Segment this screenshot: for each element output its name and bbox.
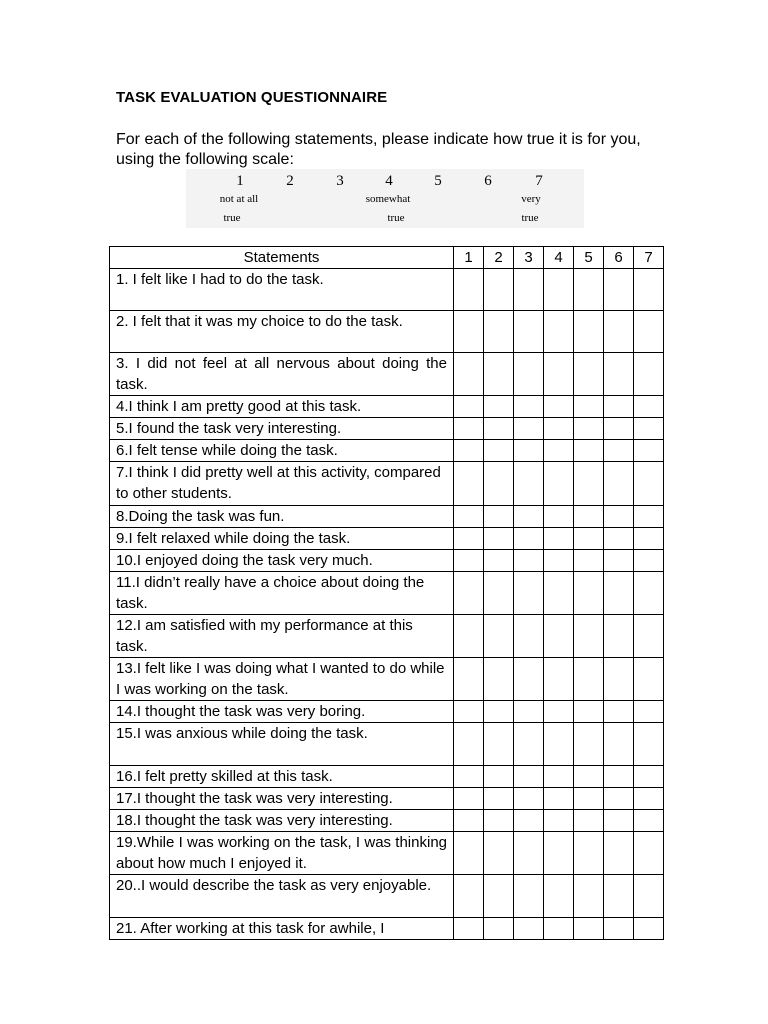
rating-cell-4[interactable] [544,506,574,528]
scale-label-low-line2: true [223,212,241,224]
rating-cell-4[interactable] [544,550,574,572]
rating-cell-6[interactable] [604,658,634,701]
rating-cell-3[interactable] [514,396,544,418]
questionnaire-table [109,246,664,940]
rating-cell-2[interactable] [484,918,514,940]
rating-cell-4[interactable] [544,269,574,311]
rating-cell-6[interactable] [604,418,634,440]
rating-cell-5[interactable] [574,440,604,462]
rating-cell-7[interactable] [634,462,664,506]
scale-number: 4 [385,173,393,189]
table-row [110,396,664,418]
rating-cell-1[interactable] [454,396,484,418]
table-row [110,506,664,528]
table-row [110,269,664,311]
scale-label-mid-line2: true [387,212,405,224]
rating-cell-5[interactable] [574,353,604,396]
rating-cell-2[interactable] [484,766,514,788]
rating-cell-5[interactable] [574,528,604,550]
rating-cell-2[interactable] [484,832,514,875]
rating-cell-2[interactable] [484,615,514,658]
rating-cell-1[interactable] [454,832,484,875]
rating-cell-6[interactable] [604,311,634,353]
rating-cell-3[interactable] [514,572,544,615]
rating-cell-1[interactable] [454,572,484,615]
rating-cell-2[interactable] [484,506,514,528]
rating-cell-5[interactable] [574,572,604,615]
rating-cell-2[interactable] [484,550,514,572]
rating-cell-4[interactable] [544,615,574,658]
rating-cell-4[interactable] [544,875,574,918]
rating-cell-1[interactable] [454,418,484,440]
rating-cell-6[interactable] [604,572,634,615]
rating-cell-5[interactable] [574,311,604,353]
statement-text: 17.I thought the task was very interesting. [110,788,454,810]
table-header-row [110,247,664,269]
rating-cell-3[interactable] [514,658,544,701]
rating-cell-7[interactable] [634,269,664,311]
table-row [110,311,664,353]
rating-cell-7[interactable] [634,440,664,462]
table-row [110,615,664,658]
rating-cell-3[interactable] [514,528,544,550]
scale-label-high-line1: very [521,193,541,205]
rating-cell-1[interactable] [454,528,484,550]
rating-cell-4[interactable] [544,311,574,353]
rating-cell-5[interactable] [574,396,604,418]
column-header-3: 3 [514,247,544,269]
rating-cell-4[interactable] [544,528,574,550]
rating-cell-5[interactable] [574,918,604,940]
rating-cell-5[interactable] [574,418,604,440]
rating-cell-3[interactable] [514,810,544,832]
table-row [110,440,664,462]
rating-cell-2[interactable] [484,418,514,440]
table-row [110,701,664,723]
statement-text: 3. I did not feel at all nervous about doing the task. [110,353,454,396]
scale-number: 6 [484,173,492,189]
rating-cell-5[interactable] [574,701,604,723]
rating-cell-5[interactable] [574,658,604,701]
scale-number: 5 [434,173,442,189]
scale-label-mid-line1: somewhat [365,193,411,205]
rating-cell-7[interactable] [634,875,664,918]
rating-cell-1[interactable] [454,506,484,528]
rating-cell-1[interactable] [454,918,484,940]
table-row [110,766,664,788]
statement-text: 20..I would describe the task as very enjoyable. [110,875,454,918]
statement-text: 11.I didn’t really have a choice about doing the task. [110,572,454,615]
rating-cell-7[interactable] [634,418,664,440]
column-header-4: 4 [544,247,574,269]
rating-cell-7[interactable] [634,572,664,615]
rating-cell-6[interactable] [604,723,634,766]
rating-cell-6[interactable] [604,396,634,418]
rating-cell-5[interactable] [574,875,604,918]
rating-cell-6[interactable] [604,810,634,832]
table-row [110,810,664,832]
statement-text: 5.I found the task very interesting. [110,418,454,440]
statement-text: 4.I think I am pretty good at this task. [110,396,454,418]
rating-cell-6[interactable] [604,528,634,550]
rating-cell-6[interactable] [604,788,634,810]
rating-cell-1[interactable] [454,269,484,311]
rating-cell-7[interactable] [634,810,664,832]
instructions-text: For each of the following statements, please indicate how true it is for you, using the following scale: [116,131,641,168]
rating-cell-2[interactable] [484,353,514,396]
rating-cell-4[interactable] [544,788,574,810]
statement-text: 10.I enjoyed doing the task very much. [110,550,454,572]
rating-cell-7[interactable] [634,788,664,810]
rating-cell-6[interactable] [604,615,634,658]
rating-cell-7[interactable] [634,396,664,418]
table-row [110,353,664,396]
rating-cell-7[interactable] [634,766,664,788]
column-header-statements: Statements [110,247,454,269]
scale-number: 7 [535,173,543,189]
rating-cell-3[interactable] [514,462,544,506]
rating-cell-2[interactable] [484,701,514,723]
rating-cell-5[interactable] [574,723,604,766]
rating-cell-4[interactable] [544,440,574,462]
rating-cell-3[interactable] [514,440,544,462]
rating-cell-4[interactable] [544,810,574,832]
column-header-6: 6 [604,247,634,269]
rating-cell-3[interactable] [514,353,544,396]
rating-cell-3[interactable] [514,506,544,528]
statement-text: 12.I am satisfied with my performance at this task. [110,615,454,658]
rating-cell-1[interactable] [454,723,484,766]
rating-cell-4[interactable] [544,353,574,396]
rating-cell-1[interactable] [454,615,484,658]
rating-cell-3[interactable] [514,269,544,311]
statement-text: 2. I felt that it was my choice to do the task. [110,311,454,353]
rating-cell-5[interactable] [574,788,604,810]
statement-text: 7.I think I did pretty well at this activity, compared to other students. [110,462,454,506]
rating-cell-5[interactable] [574,810,604,832]
rating-cell-1[interactable] [454,810,484,832]
statement-text: 21. After working at this task for awhile, I [110,918,454,940]
rating-cell-6[interactable] [604,832,634,875]
rating-cell-6[interactable] [604,462,634,506]
rating-cell-6[interactable] [604,875,634,918]
rating-cell-6[interactable] [604,440,634,462]
rating-cell-3[interactable] [514,418,544,440]
statement-text: 18.I thought the task was very interesting. [110,810,454,832]
rating-cell-6[interactable] [604,918,634,940]
rating-cell-2[interactable] [484,810,514,832]
scale-label-high-line2: true [521,212,539,224]
statement-text: 14.I thought the task was very boring. [110,701,454,723]
rating-cell-4[interactable] [544,658,574,701]
rating-cell-3[interactable] [514,875,544,918]
rating-cell-7[interactable] [634,311,664,353]
page-title: TASK EVALUATION QUESTIONNAIRE [116,89,388,106]
rating-cell-5[interactable] [574,832,604,875]
rating-cell-2[interactable] [484,396,514,418]
statement-text: 15.I was anxious while doing the task. [110,723,454,766]
column-header-1: 1 [454,247,484,269]
statement-text: 16.I felt pretty skilled at this task. [110,766,454,788]
table-row [110,832,664,875]
rating-cell-6[interactable] [604,701,634,723]
rating-cell-2[interactable] [484,311,514,353]
rating-cell-3[interactable] [514,723,544,766]
rating-cell-5[interactable] [574,550,604,572]
rating-cell-7[interactable] [634,723,664,766]
rating-cell-4[interactable] [544,723,574,766]
rating-cell-1[interactable] [454,766,484,788]
table-row [110,788,664,810]
rating-cell-4[interactable] [544,832,574,875]
table-row [110,658,664,701]
rating-cell-1[interactable] [454,311,484,353]
scale-number: 2 [286,173,294,189]
rating-cell-2[interactable] [484,875,514,918]
rating-cell-1[interactable] [454,875,484,918]
rating-cell-5[interactable] [574,615,604,658]
rating-cell-4[interactable] [544,462,574,506]
rating-cell-7[interactable] [634,353,664,396]
rating-cell-2[interactable] [484,572,514,615]
rating-cell-1[interactable] [454,788,484,810]
rating-cell-2[interactable] [484,528,514,550]
rating-cell-4[interactable] [544,918,574,940]
rating-cell-7[interactable] [634,528,664,550]
rating-cell-3[interactable] [514,701,544,723]
rating-cell-1[interactable] [454,658,484,701]
rating-cell-6[interactable] [604,353,634,396]
column-header-2: 2 [484,247,514,269]
rating-cell-7[interactable] [634,506,664,528]
rating-cell-2[interactable] [484,723,514,766]
rating-cell-2[interactable] [484,462,514,506]
scale-label-low-line1: not at all [219,193,259,205]
rating-cell-4[interactable] [544,418,574,440]
rating-cell-2[interactable] [484,269,514,311]
rating-cell-3[interactable] [514,311,544,353]
rating-cell-6[interactable] [604,550,634,572]
rating-scale-legend [186,169,584,228]
rating-cell-4[interactable] [544,396,574,418]
rating-cell-3[interactable] [514,918,544,940]
scale-number: 1 [236,173,244,189]
rating-cell-6[interactable] [604,269,634,311]
rating-cell-7[interactable] [634,832,664,875]
table-row [110,918,664,940]
rating-cell-3[interactable] [514,550,544,572]
table-row [110,462,664,506]
rating-cell-5[interactable] [574,766,604,788]
rating-cell-6[interactable] [604,766,634,788]
table-row [110,418,664,440]
rating-cell-4[interactable] [544,572,574,615]
rating-cell-1[interactable] [454,462,484,506]
rating-cell-5[interactable] [574,269,604,311]
rating-cell-6[interactable] [604,506,634,528]
rating-cell-1[interactable] [454,353,484,396]
rating-cell-1[interactable] [454,550,484,572]
scale-number: 3 [336,173,344,189]
rating-cell-1[interactable] [454,701,484,723]
rating-cell-1[interactable] [454,440,484,462]
statement-text: 19.While I was working on the task, I was thinking about how much I enjoyed it. [110,832,454,875]
rating-cell-3[interactable] [514,788,544,810]
rating-cell-7[interactable] [634,918,664,940]
rating-cell-4[interactable] [544,701,574,723]
rating-cell-4[interactable] [544,766,574,788]
table-row [110,572,664,615]
table-row [110,550,664,572]
statement-text: 9.I felt relaxed while doing the task. [110,528,454,550]
statement-text: 8.Doing the task was fun. [110,506,454,528]
rating-cell-7[interactable] [634,615,664,658]
table-row [110,528,664,550]
rating-cell-3[interactable] [514,766,544,788]
rating-cell-2[interactable] [484,788,514,810]
table-row [110,875,664,918]
rating-cell-7[interactable] [634,701,664,723]
column-header-5: 5 [574,247,604,269]
statement-text: 13.I felt like I was doing what I wanted to do while I was working on the task. [110,658,454,701]
table-row [110,723,664,766]
rating-cell-3[interactable] [514,615,544,658]
statement-text: 1. I felt like I had to do the task. [110,269,454,311]
rating-cell-2[interactable] [484,658,514,701]
rating-cell-3[interactable] [514,832,544,875]
rating-cell-2[interactable] [484,440,514,462]
rating-cell-5[interactable] [574,506,604,528]
rating-cell-7[interactable] [634,550,664,572]
column-header-7: 7 [634,247,664,269]
rating-cell-7[interactable] [634,658,664,701]
rating-cell-5[interactable] [574,462,604,506]
statement-text: 6.I felt tense while doing the task. [110,440,454,462]
